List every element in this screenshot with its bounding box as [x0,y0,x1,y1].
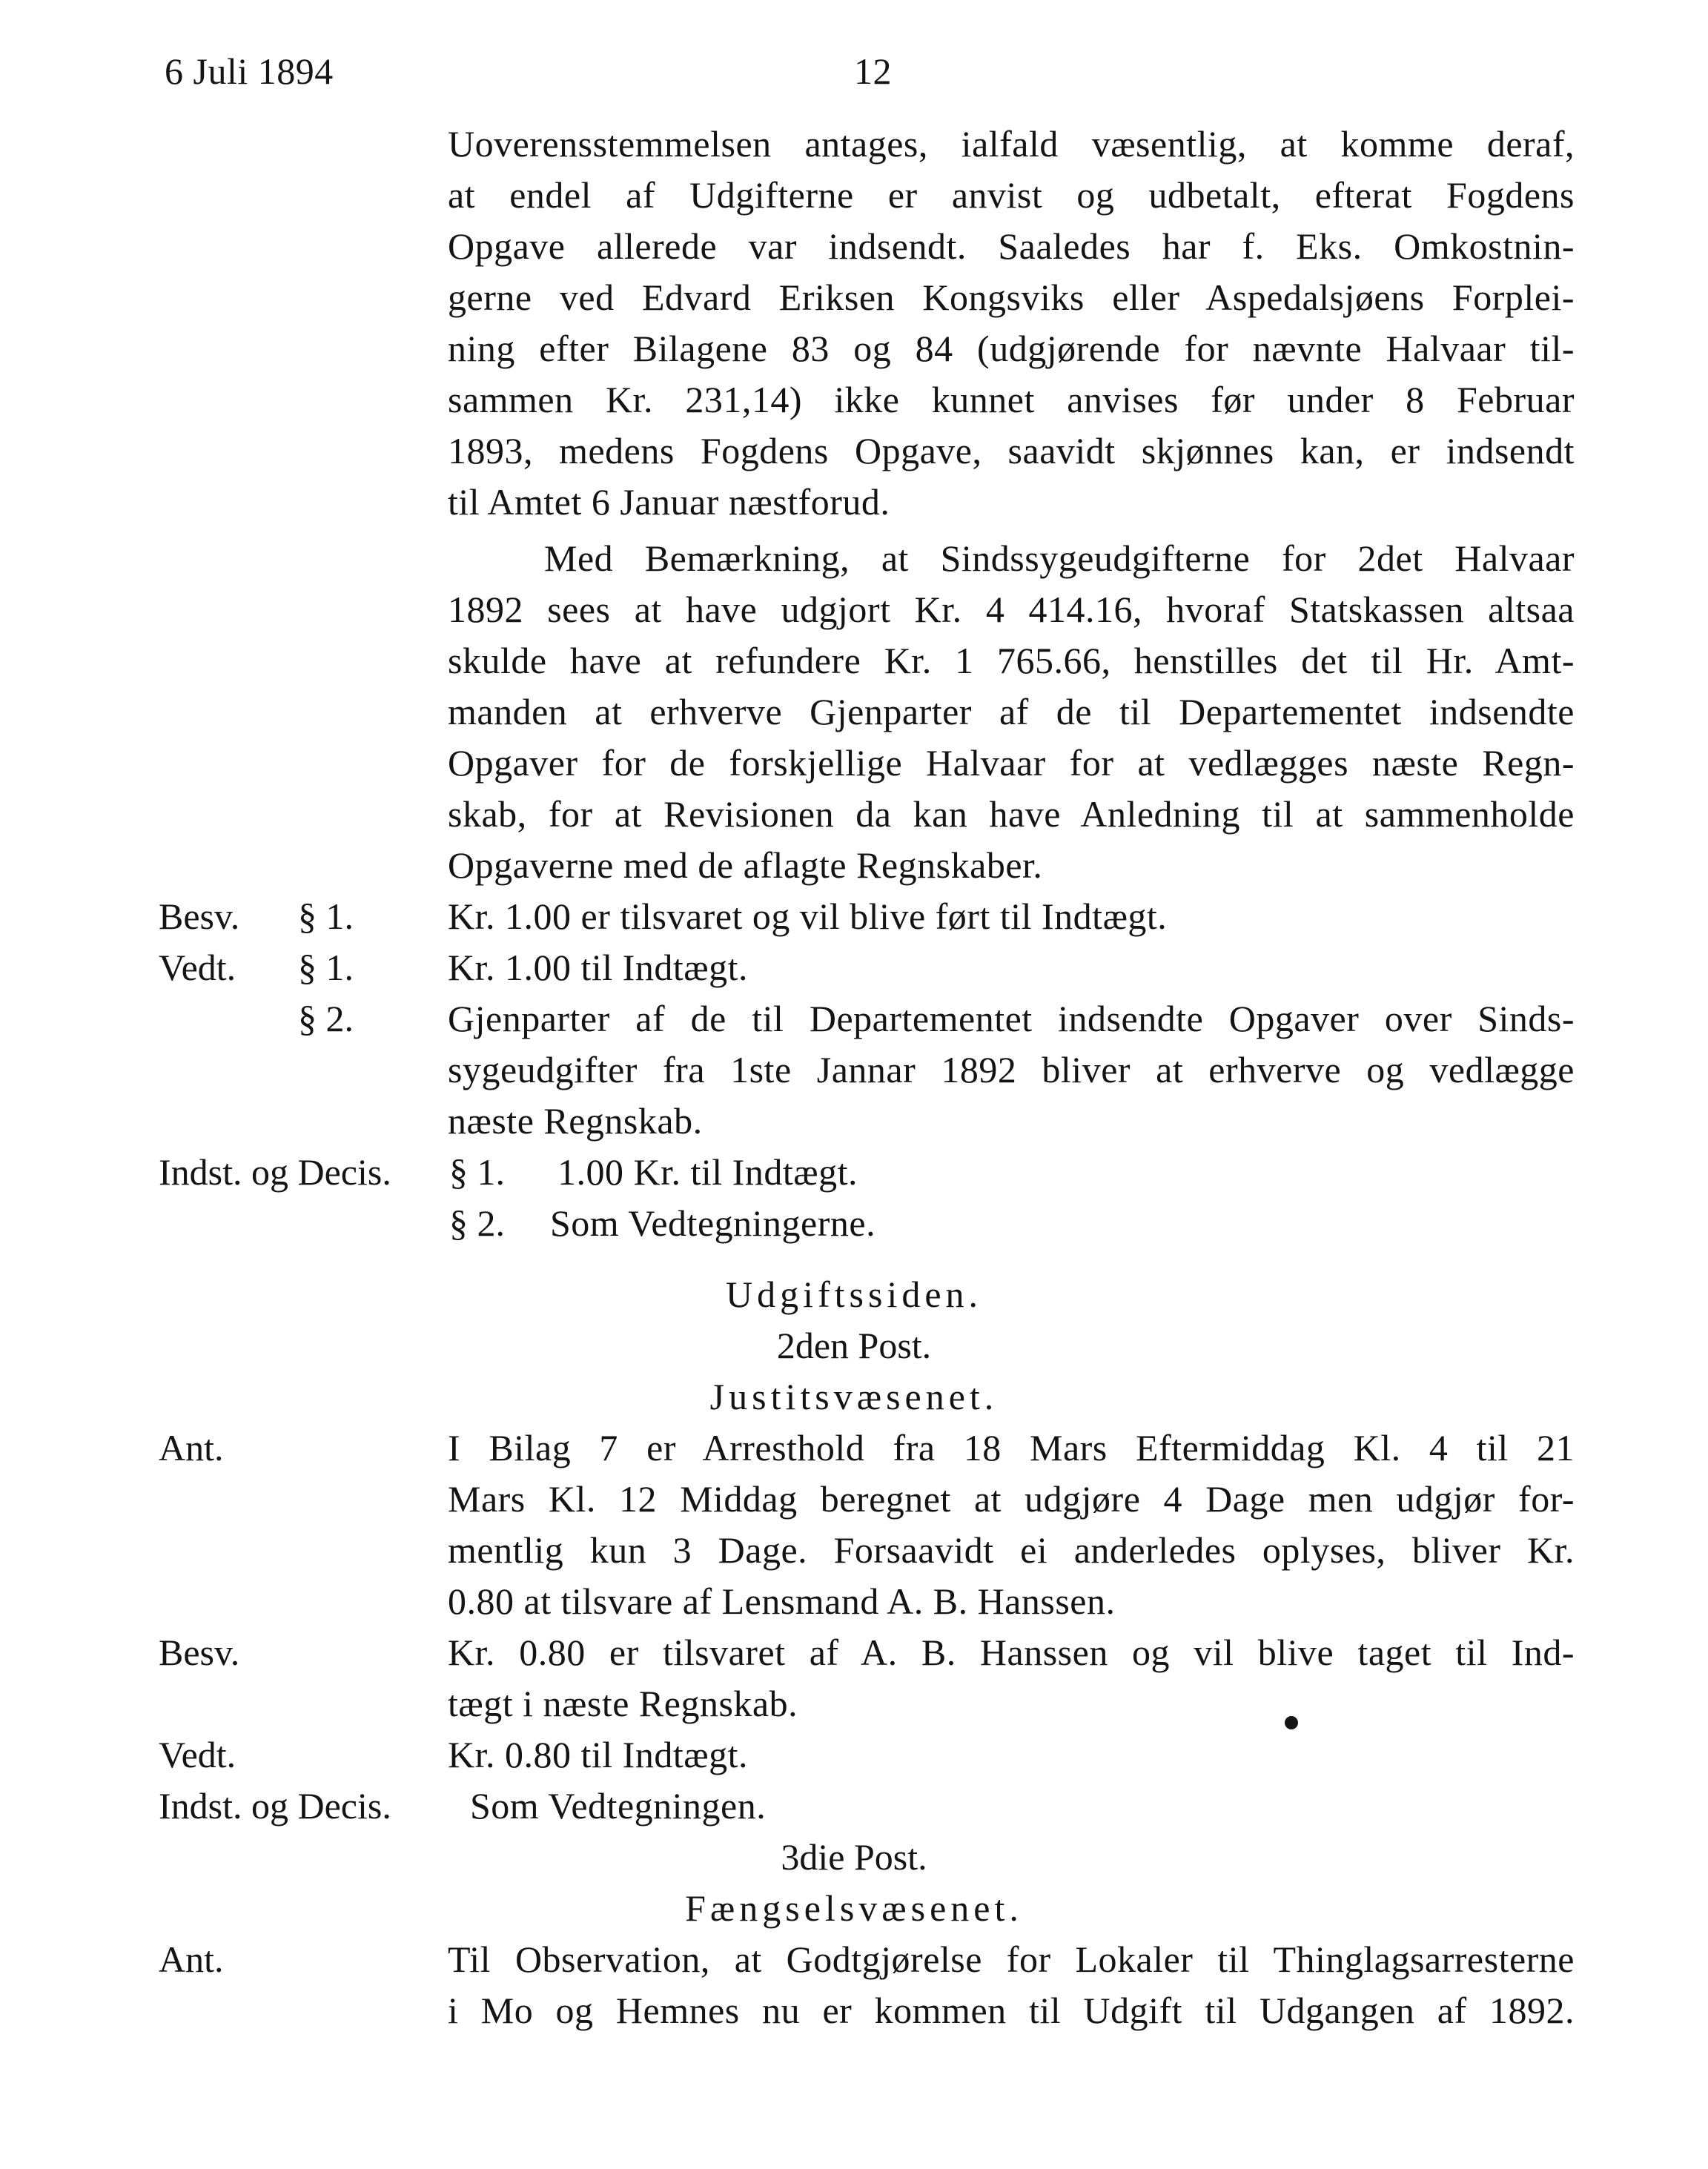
body-line: skab, for at Revisionen da kan have Anledning til at sammenholde [448,793,1575,835]
vedt-text: Kr. 0.80 til Indtægt. [448,1734,748,1775]
margin-label-vedt: Vedt. [159,947,236,988]
section-marker: § 1. [298,895,354,937]
page-number: 12 [854,50,892,92]
ant-line: Til Observation, at Godtgjørelse for Lokaler til Thinglagsarresterne [448,1938,1575,1980]
header-date: 6 Juli 1894 [165,50,334,92]
margin-label-indst: Indst. og Decis. [159,1151,391,1193]
body-line: skulde have at refundere Kr. 1 765.66, henstilles det til Hr. Amt- [448,640,1575,681]
body-line: Opgaverne med de aflagte Regnskaber. [448,844,1043,886]
margin-label-ant: Ant. [159,1938,224,1980]
body-line: ning efter Bilagene 83 og 84 (udgjørende for nævnte Halvaar til- [448,328,1575,369]
body-line: Opgaver for de forskjellige Halvaar for at vedlægges næste Regn- [448,742,1575,784]
section-marker: § 1. [449,1151,505,1193]
body-line: Opgave allerede var indsendt. Saaledes har f. Eks. Omkostnin- [448,225,1575,267]
body-line: til Amtet 6 Januar næstforud. [448,481,890,523]
indst-text: Som Vedtegningen. [470,1785,767,1827]
besv-line: tægt i næste Regnskab. [448,1683,798,1724]
vedt-text: Kr. 1.00 til Indtægt. [448,947,748,988]
heading-faengselsvaesenet: Fængselsvæsenet. [685,1887,1023,1929]
vedt-line: næste Regnskab. [448,1100,703,1142]
vedt-line: Gjenparter af de til Departementet indsendte Opgaver over Sinds- [448,998,1575,1039]
body-line: manden at erhverve Gjenparter af de til Departementet indsendte [448,691,1575,732]
body-line: gerne ved Edvard Eriksen Kongsviks eller Aspedalsjøens Forplei- [448,276,1575,318]
besv-text: Kr. 1.00 er tilsvaret og vil blive ført til Indtægt. [448,895,1168,937]
body-line: Uoverensstemmelsen antages, ialfald væsentlig, at komme deraf, [448,123,1575,165]
section-marker: § 2. [298,998,354,1039]
heading-udgiftssiden: Udgiftssiden. [725,1274,983,1315]
heading-3die-post: 3die Post. [781,1836,927,1878]
margin-label-besv: Besv. [159,895,240,937]
heading-2den-post: 2den Post. [776,1325,932,1366]
indst-text: 1.00 Kr. til Indtægt. [557,1151,858,1193]
body-line: Med Bemærkning, at Sindssygeudgifterne for 2det Halvaar [544,537,1575,579]
body-line: at endel af Udgifterne er anvist og udbetalt, efterat Fogdens [448,174,1575,216]
body-line: 1893, medens Fogdens Opgave, saavidt skjønnes kan, er indsendt [448,430,1575,471]
margin-label-indst: Indst. og Decis. [159,1785,391,1827]
margin-label-besv: Besv. [159,1632,240,1673]
heading-justitsvaesenet: Justitsvæsenet. [709,1376,999,1417]
body-line: 1892 sees at have udgjort Kr. 4 414.16, hvoraf Statskassen altsaa [448,589,1575,630]
margin-label-vedt: Vedt. [159,1734,236,1775]
section-marker: § 1. [298,947,354,988]
indst-text: Som Vedtegningerne. [550,1202,876,1244]
besv-line: Kr. 0.80 er tilsvaret af A. B. Hanssen og vil blive taget til Ind- [448,1632,1575,1673]
margin-label-ant: Ant. [159,1427,224,1468]
section-marker: § 2. [449,1202,505,1244]
vedt-line: sygeudgifter fra 1ste Jannar 1892 bliver at erhverve og vedlægge [448,1049,1575,1090]
ant-line: Mars Kl. 12 Middag beregnet at udgjøre 4 Dage men udgjør for- [448,1478,1575,1520]
ant-line: mentlig kun 3 Dage. Forsaavidt ei anderledes oplyses, bliver Kr. [448,1529,1575,1571]
ant-line: 0.80 at tilsvare af Lensmand A. B. Hanssen. [448,1580,1116,1622]
ant-line: I Bilag 7 er Arresthold fra 18 Mars Eftermiddag Kl. 4 til 21 [448,1427,1575,1468]
ink-speck [1285,1716,1298,1729]
ant-line: i Mo og Hemnes nu er kommen til Udgift til Udgangen af 1892. [448,1990,1575,2031]
body-line: sammen Kr. 231,14) ikke kunnet anvises før under 8 Februar [448,379,1575,420]
